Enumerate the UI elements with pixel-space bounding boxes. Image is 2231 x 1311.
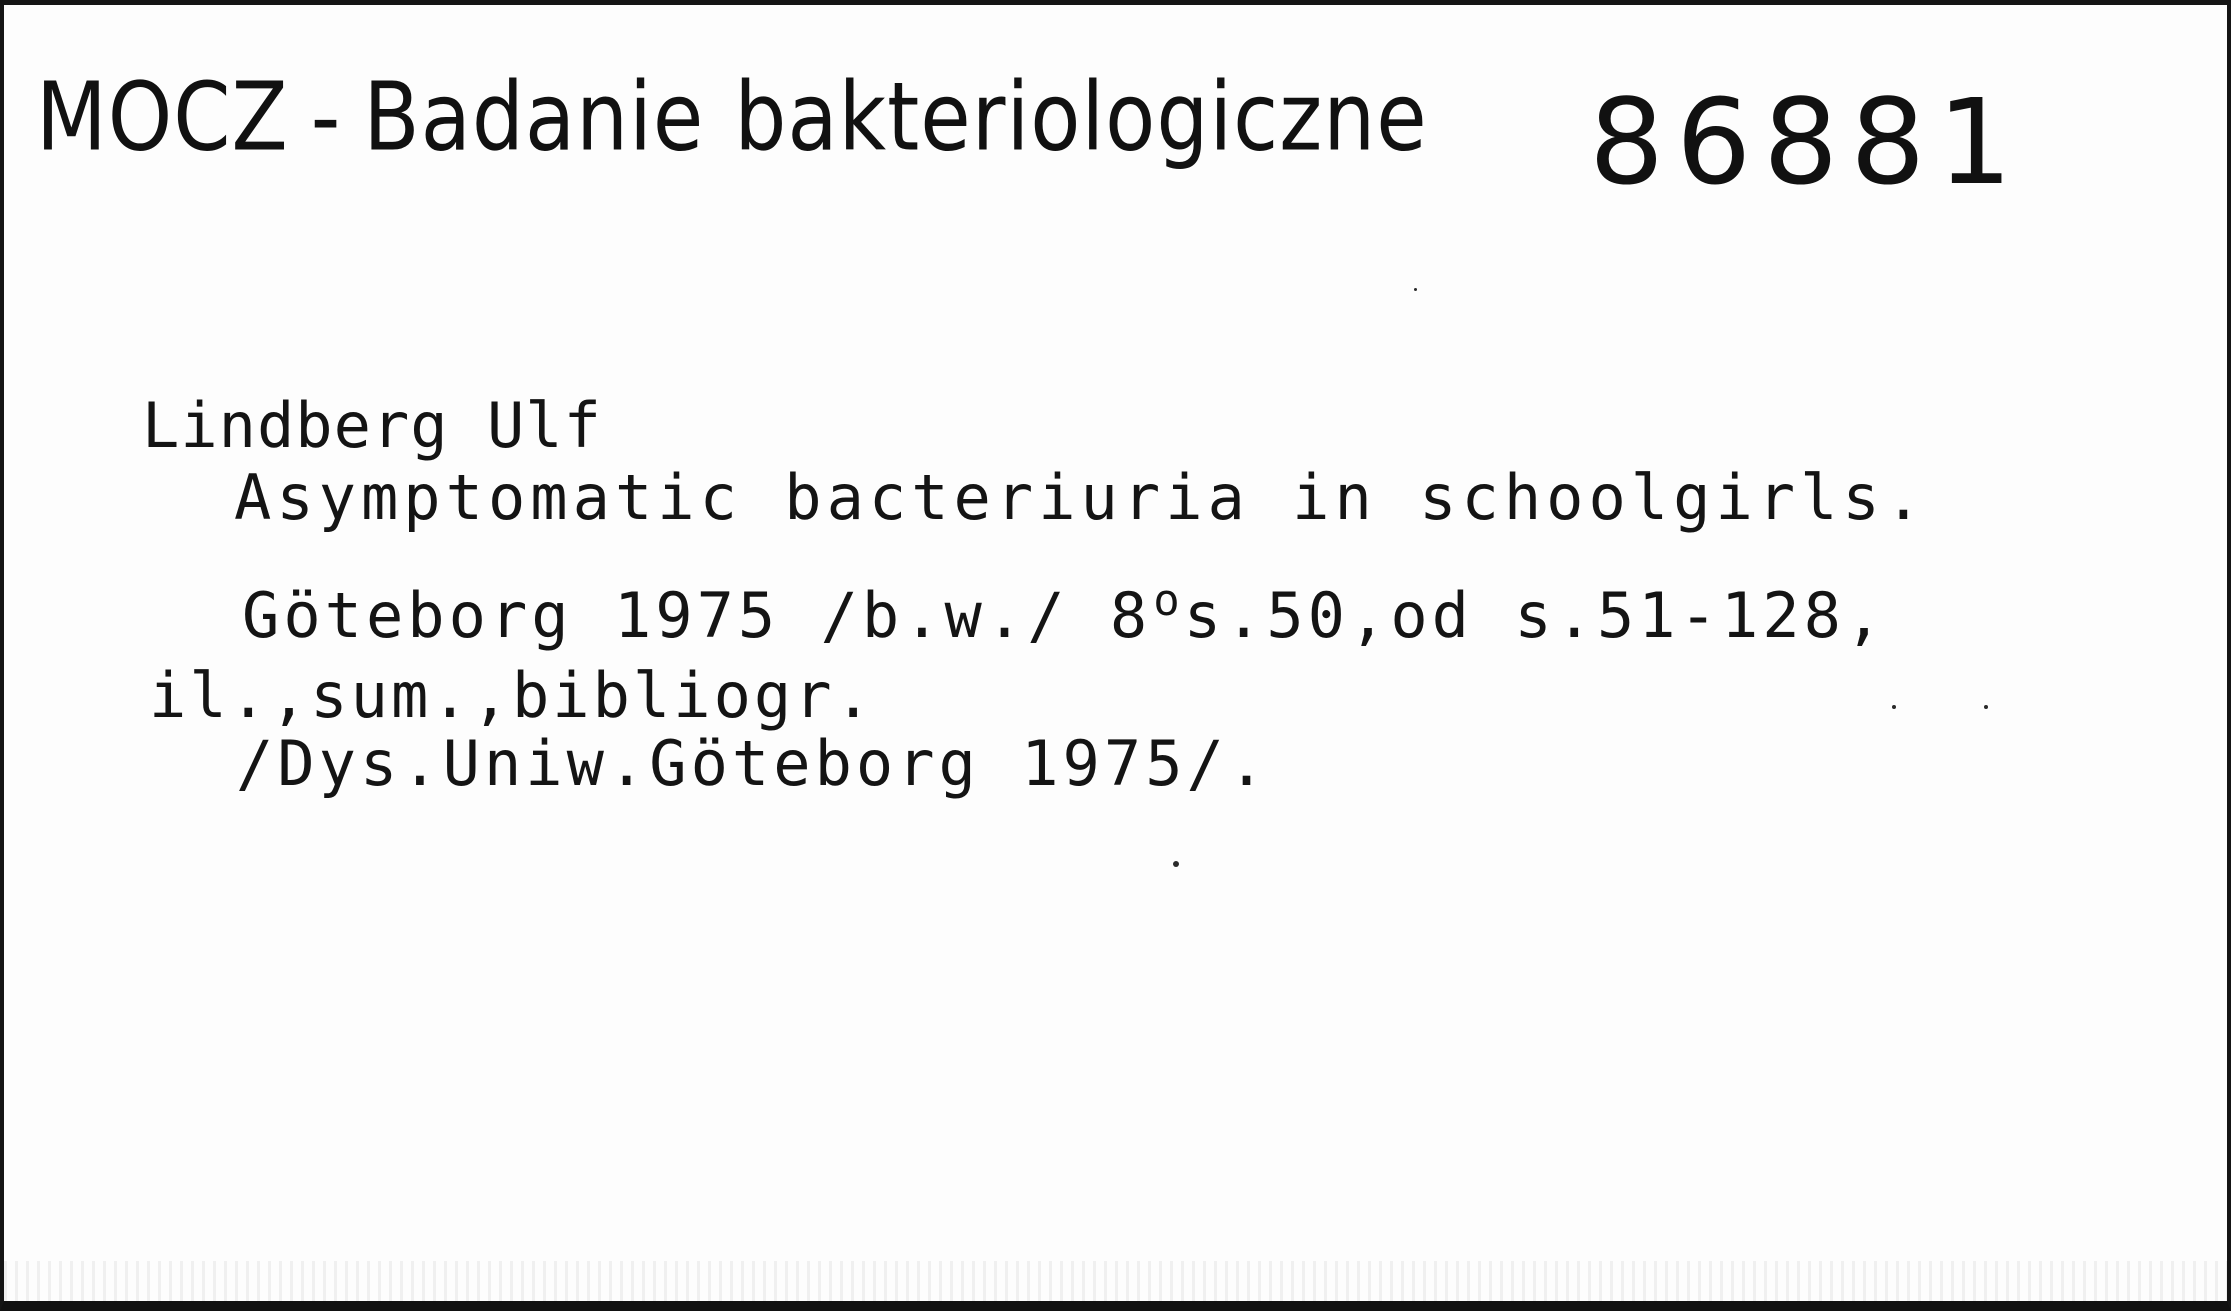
catalog-number: 86881 <box>1589 73 2025 211</box>
ink-speck <box>1414 288 1417 291</box>
ink-speck <box>1173 861 1179 867</box>
title-line: Asymptomatic bacteriuria in schoolgirls. <box>234 461 1928 534</box>
extent-line: il.,sum.,bibliogr. <box>149 659 875 732</box>
imprint-pre: Göteborg 1975 /b.w./ 8 <box>242 579 1152 652</box>
subject-heading <box>36 63 1428 172</box>
subject-word-3: bakteriologiczne <box>734 63 1428 173</box>
imprint-sup: o <box>1153 575 1184 626</box>
imprint-line <box>242 575 1887 652</box>
subject-word-2: Badanie <box>363 63 705 173</box>
ink-speck <box>1984 705 1988 709</box>
thesis-note-line: /Dys.Uniw.Göteborg 1975/. <box>236 727 1270 800</box>
scan-grain <box>4 1261 2227 1301</box>
subject-dash: - <box>310 63 342 173</box>
author-line: Lindberg Ulf <box>142 389 602 462</box>
imprint-post: s.50,od s.51-128, <box>1183 579 1887 652</box>
ink-speck <box>1892 705 1896 709</box>
subject-word-1: MOCZ <box>36 63 289 173</box>
